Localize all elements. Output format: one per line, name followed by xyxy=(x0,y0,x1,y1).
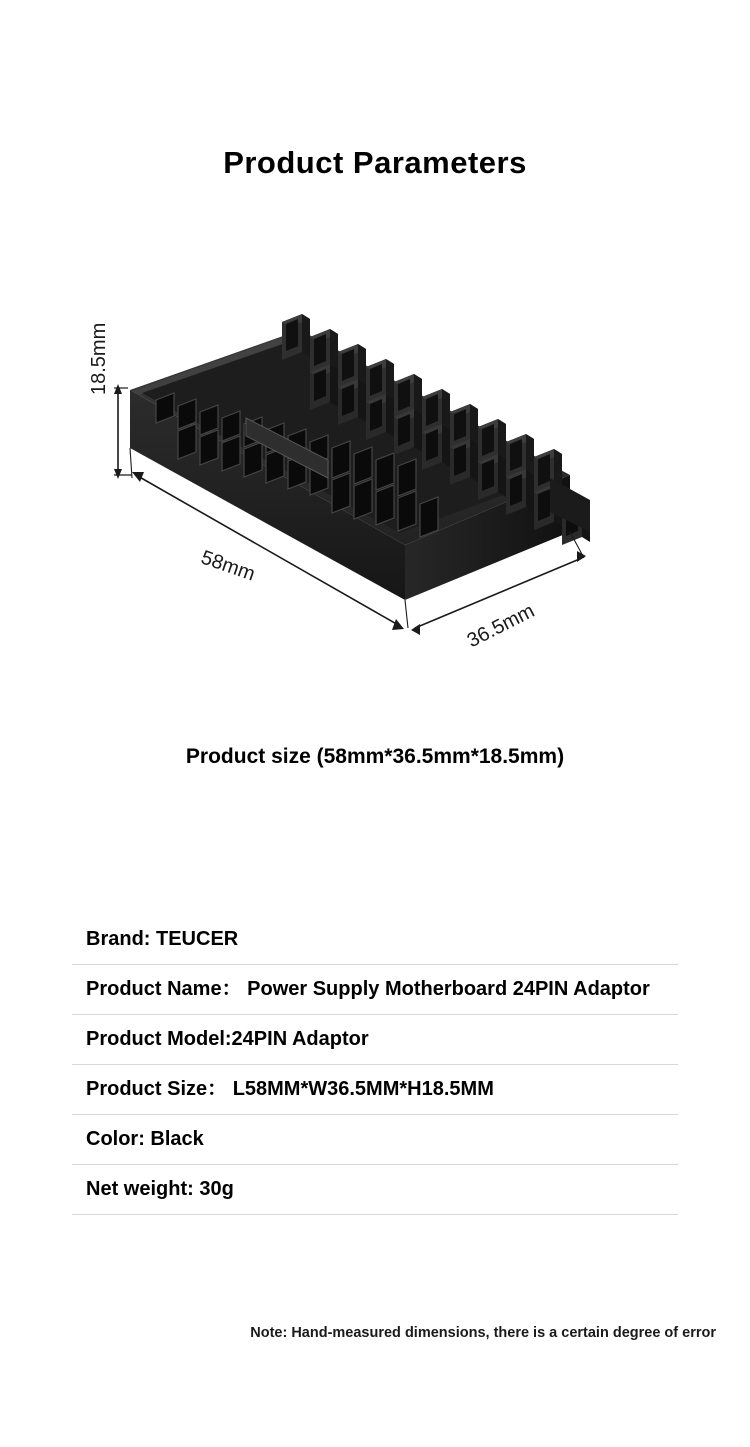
product-illustration xyxy=(70,300,680,700)
dimension-height-label: 18.5mm xyxy=(88,322,110,395)
spec-product-size: Product Size： L58MM*W36.5MM*H18.5MM xyxy=(86,1078,494,1100)
spec-brand: Brand: TEUCER xyxy=(86,928,239,950)
adaptor-drawing xyxy=(70,300,680,700)
page-title: Product Parameters xyxy=(223,145,527,180)
measurement-note: Note: Hand-measured dimensions, there is a certain degree of error xyxy=(250,1325,716,1341)
product-size-caption: Product size (58mm*36.5mm*18.5mm) xyxy=(185,745,565,768)
spec-row-product-size xyxy=(72,1065,678,1115)
spec-row-product-name xyxy=(72,965,678,1015)
dimension-depth-label: 36.5mm xyxy=(463,599,539,653)
spec-row-brand xyxy=(72,915,678,965)
spec-row-net-weight xyxy=(72,1165,678,1215)
spec-product-model: Product Model:24PIN Adaptor xyxy=(86,1028,369,1050)
spec-table xyxy=(72,915,678,1215)
spec-row-color xyxy=(72,1115,678,1165)
dimension-width-label: 58mm xyxy=(198,546,258,586)
spec-color: Color: Black xyxy=(86,1128,204,1150)
spec-net-weight: Net weight: 30g xyxy=(86,1178,234,1200)
spec-row-product-model xyxy=(72,1015,678,1065)
spec-product-name: Product Name： Power Supply Motherboard 24PIN Adaptor xyxy=(86,978,650,1000)
